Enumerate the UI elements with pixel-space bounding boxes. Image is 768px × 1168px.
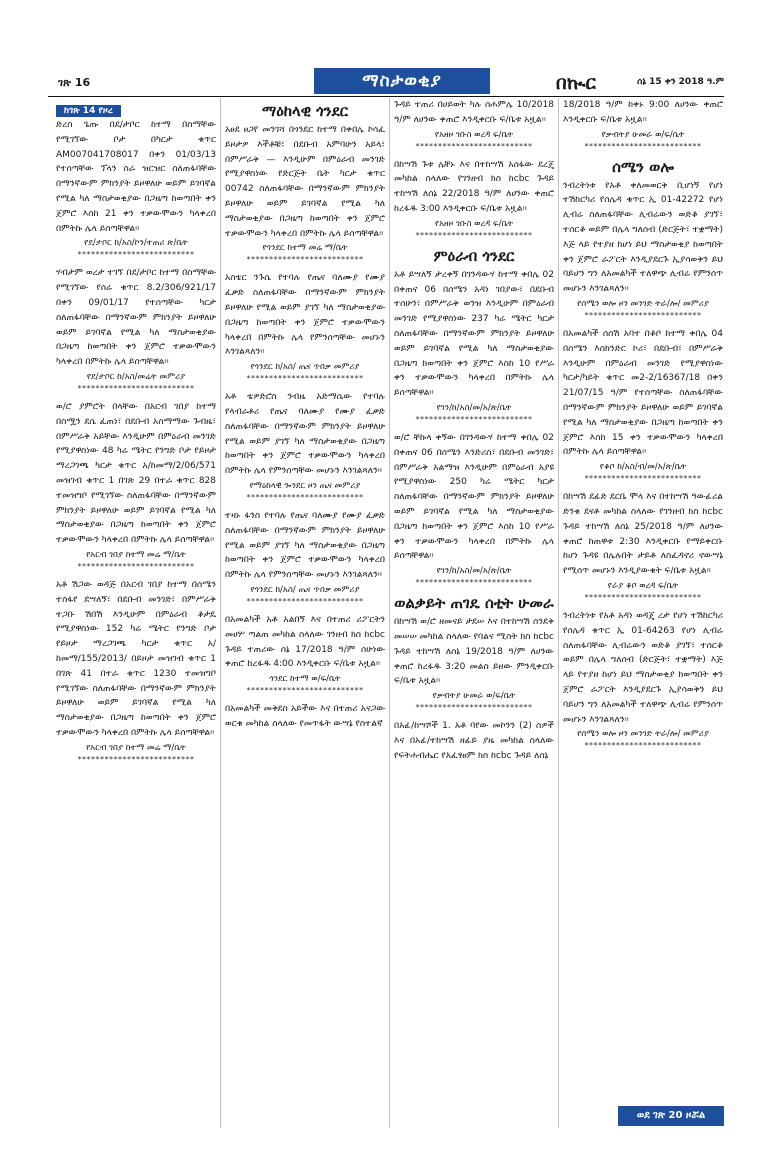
notice-signature: የጎንደር ከ/አስ/ ጤና ጥበቃ መምሪያ	[250, 362, 360, 373]
notice-signature: የአዘዞ ገቡስ ወረዳ ፍ/ቤት	[434, 218, 514, 229]
newspaper-page	[48, 68, 724, 1126]
column-4	[563, 98, 723, 757]
notice-separator: **************************	[584, 592, 702, 602]
notice-separator: **************************	[415, 578, 533, 588]
notice-separator: **************************	[415, 141, 533, 151]
notice-separator: **************************	[415, 703, 533, 713]
notice-text: አፀደ ፀጋየ መንገሻ በጎንደር ከተማ በቀበሌ ኮሳፈ ይዞታዎ እችቶቹ፣ በደቡብ አምባሁን አይላ፣ በምሥራቅ — እንዲሁም በምዕራብ መንገድ የሚያዋስነው የድርጅት ቤት ካርታ ቁጥር 00742 ስለጠፋባቸው በማንኛውም ምክንያት ይዞዋለሁ ወይም ይገባኛል የሚል ካለ ማስታወቂያው በጋዜጣ ከወጣበት ቀን ጀምሮ ተቃውሞውን ካላቀረበ በምትኩ ሌላ ይሰጣቸዋል፡፡	[225, 125, 385, 239]
page-number: ገጽ 16	[58, 76, 91, 89]
continued-page-tag: ወደ ገጽ 20 ዞሯል	[618, 1106, 724, 1126]
page-header	[48, 68, 724, 98]
notice-signature: የቆቦ ከ/አስ/ብ/መ/አ/ጽ/ቤት	[599, 462, 687, 473]
column-2	[225, 98, 385, 732]
newspaper-name: በኲር	[555, 72, 596, 94]
notice-separator: **************************	[584, 741, 702, 751]
notice-text: በአመልካች አቶ አልበኝ እና በተጠሪ ሪፖርትን መሀሦ ጣልጠ መካከል ስላለው ገንዘብ ክስ ከcbc ጉዳይ ተጠሪው ሰኔ 17/2018 ዓ/ም ሰሁነው ቀጠሮ ከረፋዱ 4:00 እንዲቀርቡ ፍ/ቤቱ አዟል፡፡	[225, 614, 385, 670]
notice-signature: የአርብ ገበያ ከተማ መሬ ማ/ቤት	[86, 742, 186, 753]
notice-text: አስቴር ንጉሴ የተባሉ የጤና ባለሙያ የሙያ ፈቃድ ስለጠፋባቸው በማንኛውም ምክንያት ይዞዋለሁ የሚል ወይም ያገኘ ካለ ማስታወቂያው በጋዜጣ ከወጣበት ቀን ጀምሮ ተቃውሞውን ካላቀረበ በምትኩ ሌላ የምንሰጣቸው መሆኑን እንገልጻለን፡፡	[225, 273, 385, 358]
notice-text: በአመልካች መቅደስ አይችው እና በተጠሪ አናጋው ወርቁ መካከል ስላለው የመጥፋት ውሣኔ የስተልኛ	[225, 704, 385, 729]
column-divider	[220, 98, 221, 1128]
notice-text: 18/2018 ዓ/ም ከቀኑ 9:00 ለሀንው ቀጠሮ እንዲቀርቡ ፍ/ቤቱ አዟል፡፡	[563, 100, 723, 125]
notice-text: ወ/ሮ ያምሮት በላቸው በአርብ ገበያ ከተማ በስሟን ደሴ ፈጠነ፣ በደቡብ አስማማው ጉብዜ፣ በምሥራቅ አይቸው እንዲሁም በምዕራብ መንገድ የሚያዋስነው 48 ካሬ ሜትር የንግድ ቦታ የይዞታ ማረጋገጫ ካርታ ቁጥር አ/ከመማ/2/06/571 መዝገብ ቁጥር 1 በገጽ 29 በተራ ቁጥር 828 ተመዝግቦ የሚገኘው ስለጠፋባቸው በማንኛውም ምክንያት ይዞዋለሁ ወይም ይገባኛል የሚል ካለ ማስታወቂያው በጋዜጣ ከወጣበት ቀን ጀምሮ ተቃውሞውን ካላቀረበ በምትኩ ሌላ ይሰጣቸዋል፡፡	[56, 401, 216, 546]
notice-text: ንብረትነቱ የአቶ አዳነ ወዳጄ ረታ የሆነ ተሽከርካሪ የሰሌዳ ቁጥር ኢ 01-64263 የሆነ ሊብሬ ስለጠፋባቸው ሊብሬውን ወድቆ ያገኘ፣ ተሰርቆ ወይም በሌላ ግለሰብ (ድርጅት፣ ተቋማት) እጅ ላይ የተያዘ ከሆነ ይህ ማስታወቂያ ከወጣበት ቀን ጀምሮ ራፖርት እንዲያደርጉ ኢያሳወቅን ይህ ባይሆን ግን ለአመልካች ተለዋጭ ሊብሬ የምንሰጥ መሆኑን እንገልጻለን፡፡	[563, 610, 723, 725]
notice-signature: የጎንደር ከ/አስ/ ጤና ጥበቃ መምሪያ	[250, 584, 360, 595]
section-title: ማስታወቂያ	[314, 68, 490, 94]
notice-text: በከሣሽ ደፊድ ደርቤ ሞላ እና በተከሣሽ ዓውፊሪል ድንቁ ደናቶ መካከል ስላለው የገንዘብ ክስ ከcbc ጉዳይ ተከሣሽ ለሰኔ 25/2018 ዓ/ም ለሀንው ቀጠሮ ከጠዋቱ 2:30 እንዲቀርቡ የማይቀርቡ ከሆነ ጉዳዩ በሌሉበት ታይቶ ለስፈዳኖሪ ኖውሣኔ የሚሰጥ መሆኑን እንዲያውቁት ፍ/ቤቱ አዟል፡፡	[563, 492, 723, 577]
notice-signature: የደ/ታቦር ከ/አስ/መሬት መምሪያ	[86, 371, 186, 382]
notice-separator: **************************	[77, 250, 195, 260]
notice-separator: **************************	[584, 310, 702, 320]
notice-separator: **************************	[246, 492, 364, 502]
notice-separator: **************************	[77, 754, 195, 764]
column-1	[56, 98, 216, 771]
notice-signature: የአዘዞ ገቡስ ወረዳ ፍ/ቤት	[434, 129, 514, 140]
notice-signature: የጎንደር ከተማ መሬ ማ/ቤት	[262, 243, 348, 254]
notice-text: በከሣሽ ጉቱ ሌቸኑ እና በተከሣሽ አሰፋው ደረጄ መካከል ስላለው የገንዘብ ክስ ከcbc ጉዳይ ተከሣሽ ለሰኔ 22/2018 ዓ/ም ለሀንው ቀጠሮ ከረፋዱ 3:00 እንዲቀርቡ ፍ/ቤቱ አዟል፡፡	[394, 159, 554, 214]
notice-signature: የቃብትያ ሁመራ ወ/ፍ/ቤት	[432, 691, 516, 702]
column-divider	[389, 98, 390, 1128]
notice-text: አቶ ሽጋው ወዳጅ በአርብ ገበያ ከተማ በሰሜን ተስፋየ ደሣለኝ፣ በደቡብ መንገድ፣ በምሥራቅ ተጋቡ ሽበሽ እንዲሁም በምዕራብ ቆታዴ የሚያዋስነው 152 ካሬ ሜትር የንግድ ቦታ የይዞታ ማረጋገጫ ካርታ ቁጥር አ/ከመማ/155/2013/ በይዞታ መዝገብ ቁጥር 1 በገጽ 41 በተራ ቁጥር 1230 ተመዝግቦ የሚገኘው ስለጠፋባቸው በማንኛውም ምክንያት ይዞዋለሁ ወይም ይገባኛል የሚል ካለ ማስታወቂያው በጋዜጣ ከወጣበት ቀን ጀምሮ ተቃውሞውን ካላቀረበ በምትኩ ሌላ ይሰጣቸዋል፡፡	[56, 579, 216, 738]
notice-text: ጉዳይ ተጠሪ በሀይወት ካሉ ሰሐምሌ 10/2018 ዓ/ም ለሀንው ቀጠሮ እንዲቀርቡ ፍ/ቤቱ አዟል፡፡	[394, 100, 554, 125]
notice-text: ወ/ሮ ቸኩላ ቀኝው በገንዳውሃ ከተማ ቀበሌ 02 በቀጠና 06 በሰሜን እንድሪስ፣ በደቡብ መንገድ፣ በምሥራቅ አልማዝ እንዲሁም በምዕራብ አያዩ የሚያዋስነው 250 ካሬ ሜትር ካርታ ስለጠፋባቸው በማንኛውም ምክንያት ይዞዋለሁ ወይም ይገባኛል የሚል ካለ ማስታወቂያው በጋዜጣ ከወጣበት ቀን ጀምሮ እስከ 10 የሥራ ቀን ተቃውሞውን ካላቀረበ በምትኩ ሌላ ይሰጣቸዋል፡፡	[394, 432, 554, 562]
notice-text: ተዛኑ ፋንስ የተባሉ የጤና ባለሙያ የሙያ ፈቃድ ስለጠፋባቸው በማንኛውም ምክንያት ይዞዋለሁ የሚል ወይም ያገኘ ካለ ማስታወቂያው በጋዜጣ ከወጣበት ቀን ጀምሮ ተቃውሞውን ካላቀረበ በምትኩ ሌላ የምንሰጣቸው መሆኑን እንገልጻለን፡፡	[225, 510, 385, 581]
notice-text: አቶ ይሣለኝ ታረቀኝ በገንዳውሃ ከተማ ቀበሌ 02 በቀጠና 06 በሰሜን አዳነ ገበያው፣ በደቡብ ተሰሁን፣ በምሥራቅ ወንዝ እንዲሁም በምዕራብ መንገድ የሚያዋስነው 237 ካሬ ሜትር ካርታ ስለጠፋባቸው በማንኛውም ምክንያት ይዞዋለሁ ወይም ይገባኛል የሚል ካለ ማስታወቂያው በጋዜጣ ከወጣበት ቀን ጀምሮ እስከ 10 የሥራ ቀን ተቃውሞውን ካላቀረበ በምትኩ ሌላ ይሰጣቸዋል፡፡	[394, 269, 554, 399]
column-divider	[558, 98, 559, 1128]
notice-signature: ጎንደር ከተማ ወ/ፍ/ቤት	[269, 674, 341, 685]
notice-signature: የማዕከላዊ ጐንደር ዞን ጤና መምሪያ	[249, 480, 361, 491]
notice-separator: **************************	[77, 383, 195, 393]
region-heading: ምዕራብ ጎንደር	[433, 246, 515, 265]
notice-signature: የደ/ታቦር ከ/አስ/ኮን/ተጠሪ ጽ/ቤት	[84, 238, 188, 249]
notice-separator: **************************	[77, 561, 195, 571]
notice-text: በአመልካች ሰሰሽ አባተ በቆቦ ከተማ ቀበሌ 04 በሰሜን እስክንድር ኮሪ፣ በደቡብ፣ በምሥራቅ እንዲሁም በምዕራብ መንገድ የሚያዋስነው ካርታ/ካይት ቁጥር መ2-2/16367/18 በቀን 21/07/15 ዓ/ም የተሰጣቸው ስለጠፋባቸው በማንኛውም ምክንያት ይዞዋለሁ ወይም ይገባኛል የሚል ካለ ማስታወቂያው በጋዜጣ ከወጣበት ቀን ጀምሮ እስከ 15 ቀን ተቃውሞውን ካላቀረበ በምትኩ ሌላ ይሰጣቸዋል፡፡	[563, 328, 723, 458]
notice-text: አቶ ቴዎድሮስ ንብዜ አድማሴው የተባሉ የላብራቶሪ የጤና ባለሙያ የሙያ ፈቃድ ስለጠፋባቸው በማንኛውም ምክንያት ይዞዋለሁ የሚል ወይም ያገኘ ካለ ማስታወቂያው በጋዜጣ ከወጣበት ቀን ጀምሮ ተቃውሞውን ካላቀረበ በምትኩ ሌላ የምንሰጣቸው መሆኑን እንገልጻለን፡፡	[225, 392, 385, 477]
region-heading: ሰሜን ወሎ	[612, 157, 674, 176]
notice-separator: **************************	[415, 414, 533, 424]
notice-text: ንብረትነቱ የአቶ ቀለመወርቅ ቢሆነኝ የሆነ ተሽከርካሪ የሰሌዳ ቁጥር ኢ 01-42272 የሆነ ሊብሬ ስለጠፋባቸው ሊብሬውን ወድቆ ያገኘ፣ ተሰርቆ ወይም በሌላ ግለሰብ (ድርጅት፣ ተቋማት) እጅ ላይ የተያዘ ከሆነ ይህ ማስታወቂያ ከወጣበት ቀን ጀምሮ ራፖርት እንዲያደርጉ ኢያሳወቅን ይህ ባይሆን ግን ለአመልካች ተለዋጭ ሊብሬ የምንሰጥ መሆኑን እንገልጻለን፡፡	[563, 180, 723, 295]
continued-from-tag: ከገጽ 14 የዞረ	[56, 105, 121, 117]
notice-signature: የሰሜን ወሎ ዞን መንገድ ትራ/ሎ/ መምሪያ	[577, 729, 709, 740]
region-heading: ወልቃይት ጠገዴ ሰቲት ሁመራ	[394, 594, 554, 613]
notice-separator: **************************	[584, 141, 702, 151]
notice-separator: **************************	[246, 596, 364, 606]
notice-signature: የራያ ቆቦ ወረዳ ፍ/ቤት	[607, 580, 679, 591]
notice-separator: **************************	[246, 255, 364, 265]
notice-text: በከሣሽ ወ/ሮ ዘመናይ ታደሠ እና በተከሣሽ ሰንደቅ መሠሠ መካከል ስላለው የባልና ሚስት ክስ ከcbc ጉዳይ ተከሣሽ ለሰኔ 19/2018 ዓ/ም ለሀንው ቀጠሮ ከረፋዱ 3:20 መልስ ይዘው ምንዲቀርቡ ፍ/ቤቱ አዟል፡፡	[394, 617, 554, 687]
notice-separator: **************************	[415, 230, 533, 240]
notice-signature: የሰሜን ወሎ ዞን መንገድ ትራ/ሎ/ መምሪያ	[577, 298, 709, 309]
notice-separator: **************************	[246, 374, 364, 384]
notice-text: ሃብታም ወረታ ተገኘ በደ/ታቦር ከተማ በስማቸው የሚገኘው የሰሬ ቁጥር 8.2/306/921/17 በቀን 09/01/17 የተሰጣቸው ካርታ ስለጠፋባቸው በማንኛውም ምክንያት ይዞዋለሁ ወይም ይገባኛል የሚል ካለ ማስታወቂያው በጋዜጣ ከወጣበት ቀን ጀምሮ ተቃውሞውን ካላቀረበ በምትኩ ሌላ ይሰጣቸዋል፡፡	[56, 268, 216, 368]
notice-separator: **************************	[246, 686, 364, 696]
header-rule	[48, 96, 724, 97]
column-3	[394, 98, 554, 764]
notice-signature: የገን/ከ/አስ/መ/አ/ጽ/ቤት	[436, 402, 512, 413]
region-heading: ማዕከላዊ ጎንደር	[261, 102, 349, 120]
notice-text: ድረስ ጌጡ በደ/ታቦር ከተማ በስማቸው የሚገኘው ቦታ በካርታ ቁጥር AM007041708017 በቀን 01/03/13 የተሰጣቸው ፕላን ስራ ዝርዝር ስለጠፋባቸው በማንኛውም ምክንያት ይዞዋለሁ ወይም ይገባኛል የሚል ካለ ማስታወቂያው በጋዜጣ ከወጣበት ቀን ጀምሮ እስከ 21 ቀን ተቃውሞውን ካላቀረበ በምትኩ ሌላ ይሰጣቸዋል፡፡	[56, 120, 216, 234]
notice-separator: **************************	[584, 474, 702, 484]
issue-date: ሰኔ 15 ቀን 2018 ዓ.ም	[637, 77, 724, 87]
notice-text: በአፊ/ከሣሾች 1. አቶ ባየው መኮንን (2) ሰዎች እና በአፊ/ተከሣሽ ዘፊይ ያዜ መካከል ስላለው የፍትሐብሔር የአፈፃፀም ክስ ከcbc ጉዳይ ለሰኔ	[394, 721, 554, 761]
notice-signature: የአርብ ገበያ ከተማ መሬ ማ/ቤት	[86, 549, 186, 560]
notice-signature: የገን/ከ/አስ/መ/አ/ጽ/ቤት	[436, 566, 512, 577]
notice-signature: የቃብትያ ሁመራ ወ/ፍ/ቤት	[601, 129, 685, 140]
